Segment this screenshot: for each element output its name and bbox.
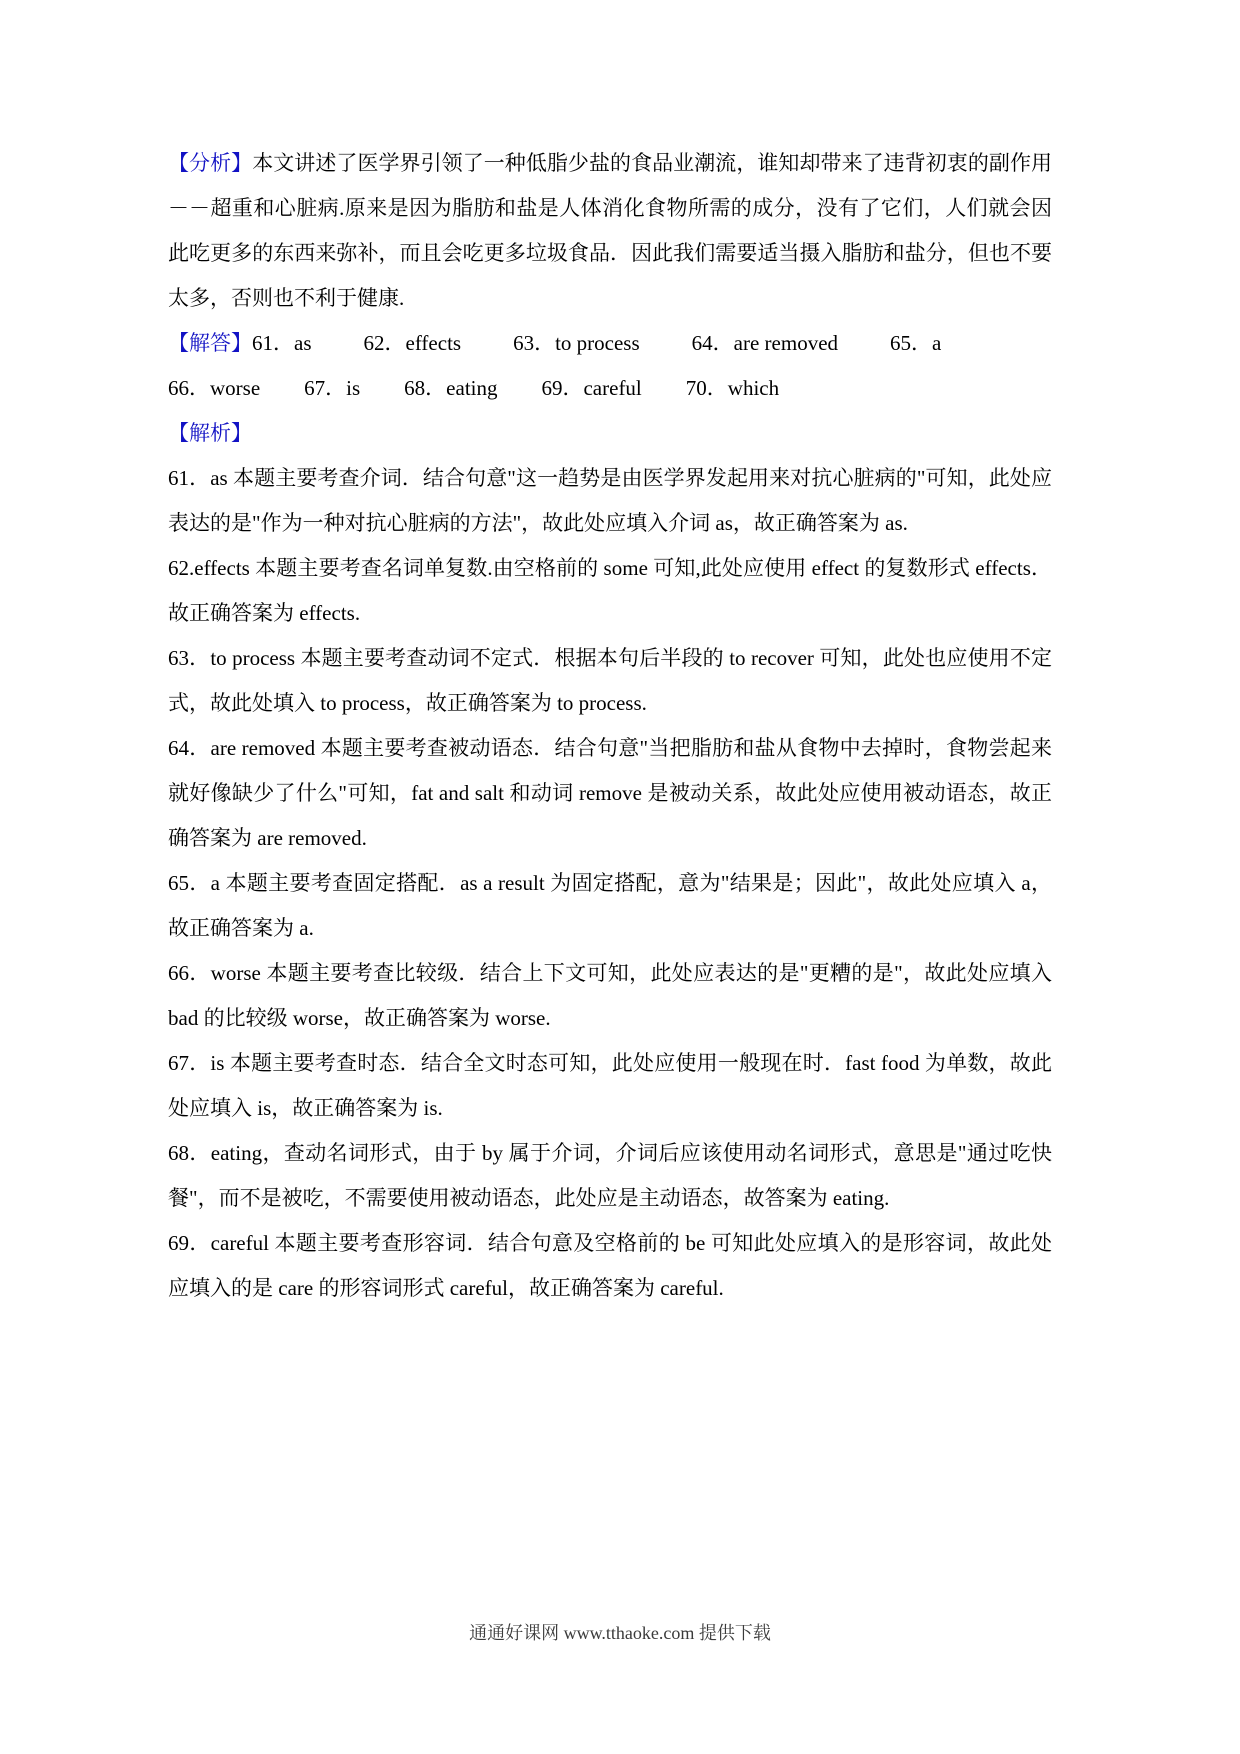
explanation-67: 67．is 本题主要考查时态．结合全文时态可知，此处应使用一般现在时．fast food 为单数，故此处应填入 is，故正确答案为 is.: [168, 1051, 1052, 1120]
analysis-text: 本文讲述了医学界引领了一种低脂少盐的食品业潮流，谁知却带来了违背初衷的副作用－－超重和心脏病.原来是因为脂肪和盐是人体消化食物所需的成分，没有了它们，人们就会因此吃更多的东西来弥补，而且会吃更多垃圾食品．因此我们需要适当摄入脂肪和盐分，但也不要太多，否则也不利于健康.: [168, 151, 1053, 310]
parsing-label: 【解析】: [168, 421, 252, 445]
answer-65: 65．a: [890, 331, 942, 355]
explanation-66: 66．worse 本题主要考查比较级．结合上下文可知，此处应表达的是"更糟的是"，故此处应填入 bad 的比较级 worse，故正确答案为 worse.: [168, 961, 1052, 1030]
answer-61: 61．as: [252, 331, 312, 355]
answers-row-2: [168, 366, 1052, 411]
parsing-section: [168, 411, 1052, 456]
explanation-62: 62.effects 本题主要考查名词单复数.由空格前的 some 可知,此处应使用 effect 的复数形式 effects．故正确答案为 effects.: [168, 556, 1052, 625]
explanation-69: 69．careful 本题主要考查形容词．结合句意及空格前的 be 可知此处应填入的是形容词，故此处应填入的是 care 的形容词形式 careful，故正确答案为 careful.: [168, 1231, 1052, 1300]
answer-66: 66．worse: [168, 376, 261, 400]
answer-69: 69．careful: [541, 376, 642, 400]
answer-63: 63．to process: [513, 331, 640, 355]
document-body: [168, 141, 1052, 1311]
answers-row-1: [168, 321, 1052, 366]
answers-label: 【解答】: [168, 331, 252, 355]
answer-62: 62．effects: [363, 331, 462, 355]
explanation-65: 65．a 本题主要考查固定搭配．as a result 为固定搭配，意为"结果是；因此"，故此处应填入 a，故正确答案为 a.: [168, 871, 1052, 940]
page-footer: [0, 1620, 1240, 1646]
answer-70: 70．which: [685, 376, 780, 400]
answer-68: 68．eating: [404, 376, 498, 400]
analysis-label: 【分析】: [168, 151, 253, 175]
explanation-68: 68．eating，查动名词形式，由于 by 属于介词，介词后应该使用动名词形式，意思是"通过吃快餐"，而不是被吃，不需要使用被动语态，此处应是主动语态，故答案为 eating.: [168, 1141, 1052, 1210]
answer-67: 67．is: [304, 376, 361, 400]
explanation-63: 63．to process 本题主要考查动词不定式．根据本句后半段的 to recover 可知，此处也应使用不定式，故此处填入 to process，故正确答案为 to process.: [168, 646, 1052, 715]
footer-watermark-text: 通通好课网 www.tthaoke.com 提供下载: [469, 1623, 771, 1643]
explanation-61: 61．as 本题主要考查介词．结合句意"这一趋势是由医学界发起用来对抗心脏病的"可知，此处应表达的是"作为一种对抗心脏病的方法"，故此处应填入介词 as，故正确答案为 as.: [168, 466, 1052, 535]
answer-64: 64．are removed: [691, 331, 839, 355]
analysis-paragraph: [168, 141, 1052, 321]
explanation-64: 64．are removed 本题主要考查被动语态．结合句意"当把脂肪和盐从食物中去掉时，食物尝起来就好像缺少了什么"可知，fat and salt 和动词 remove 是被动关系，故此处应使用被动语态，故正确答案为 are removed.: [168, 736, 1052, 850]
